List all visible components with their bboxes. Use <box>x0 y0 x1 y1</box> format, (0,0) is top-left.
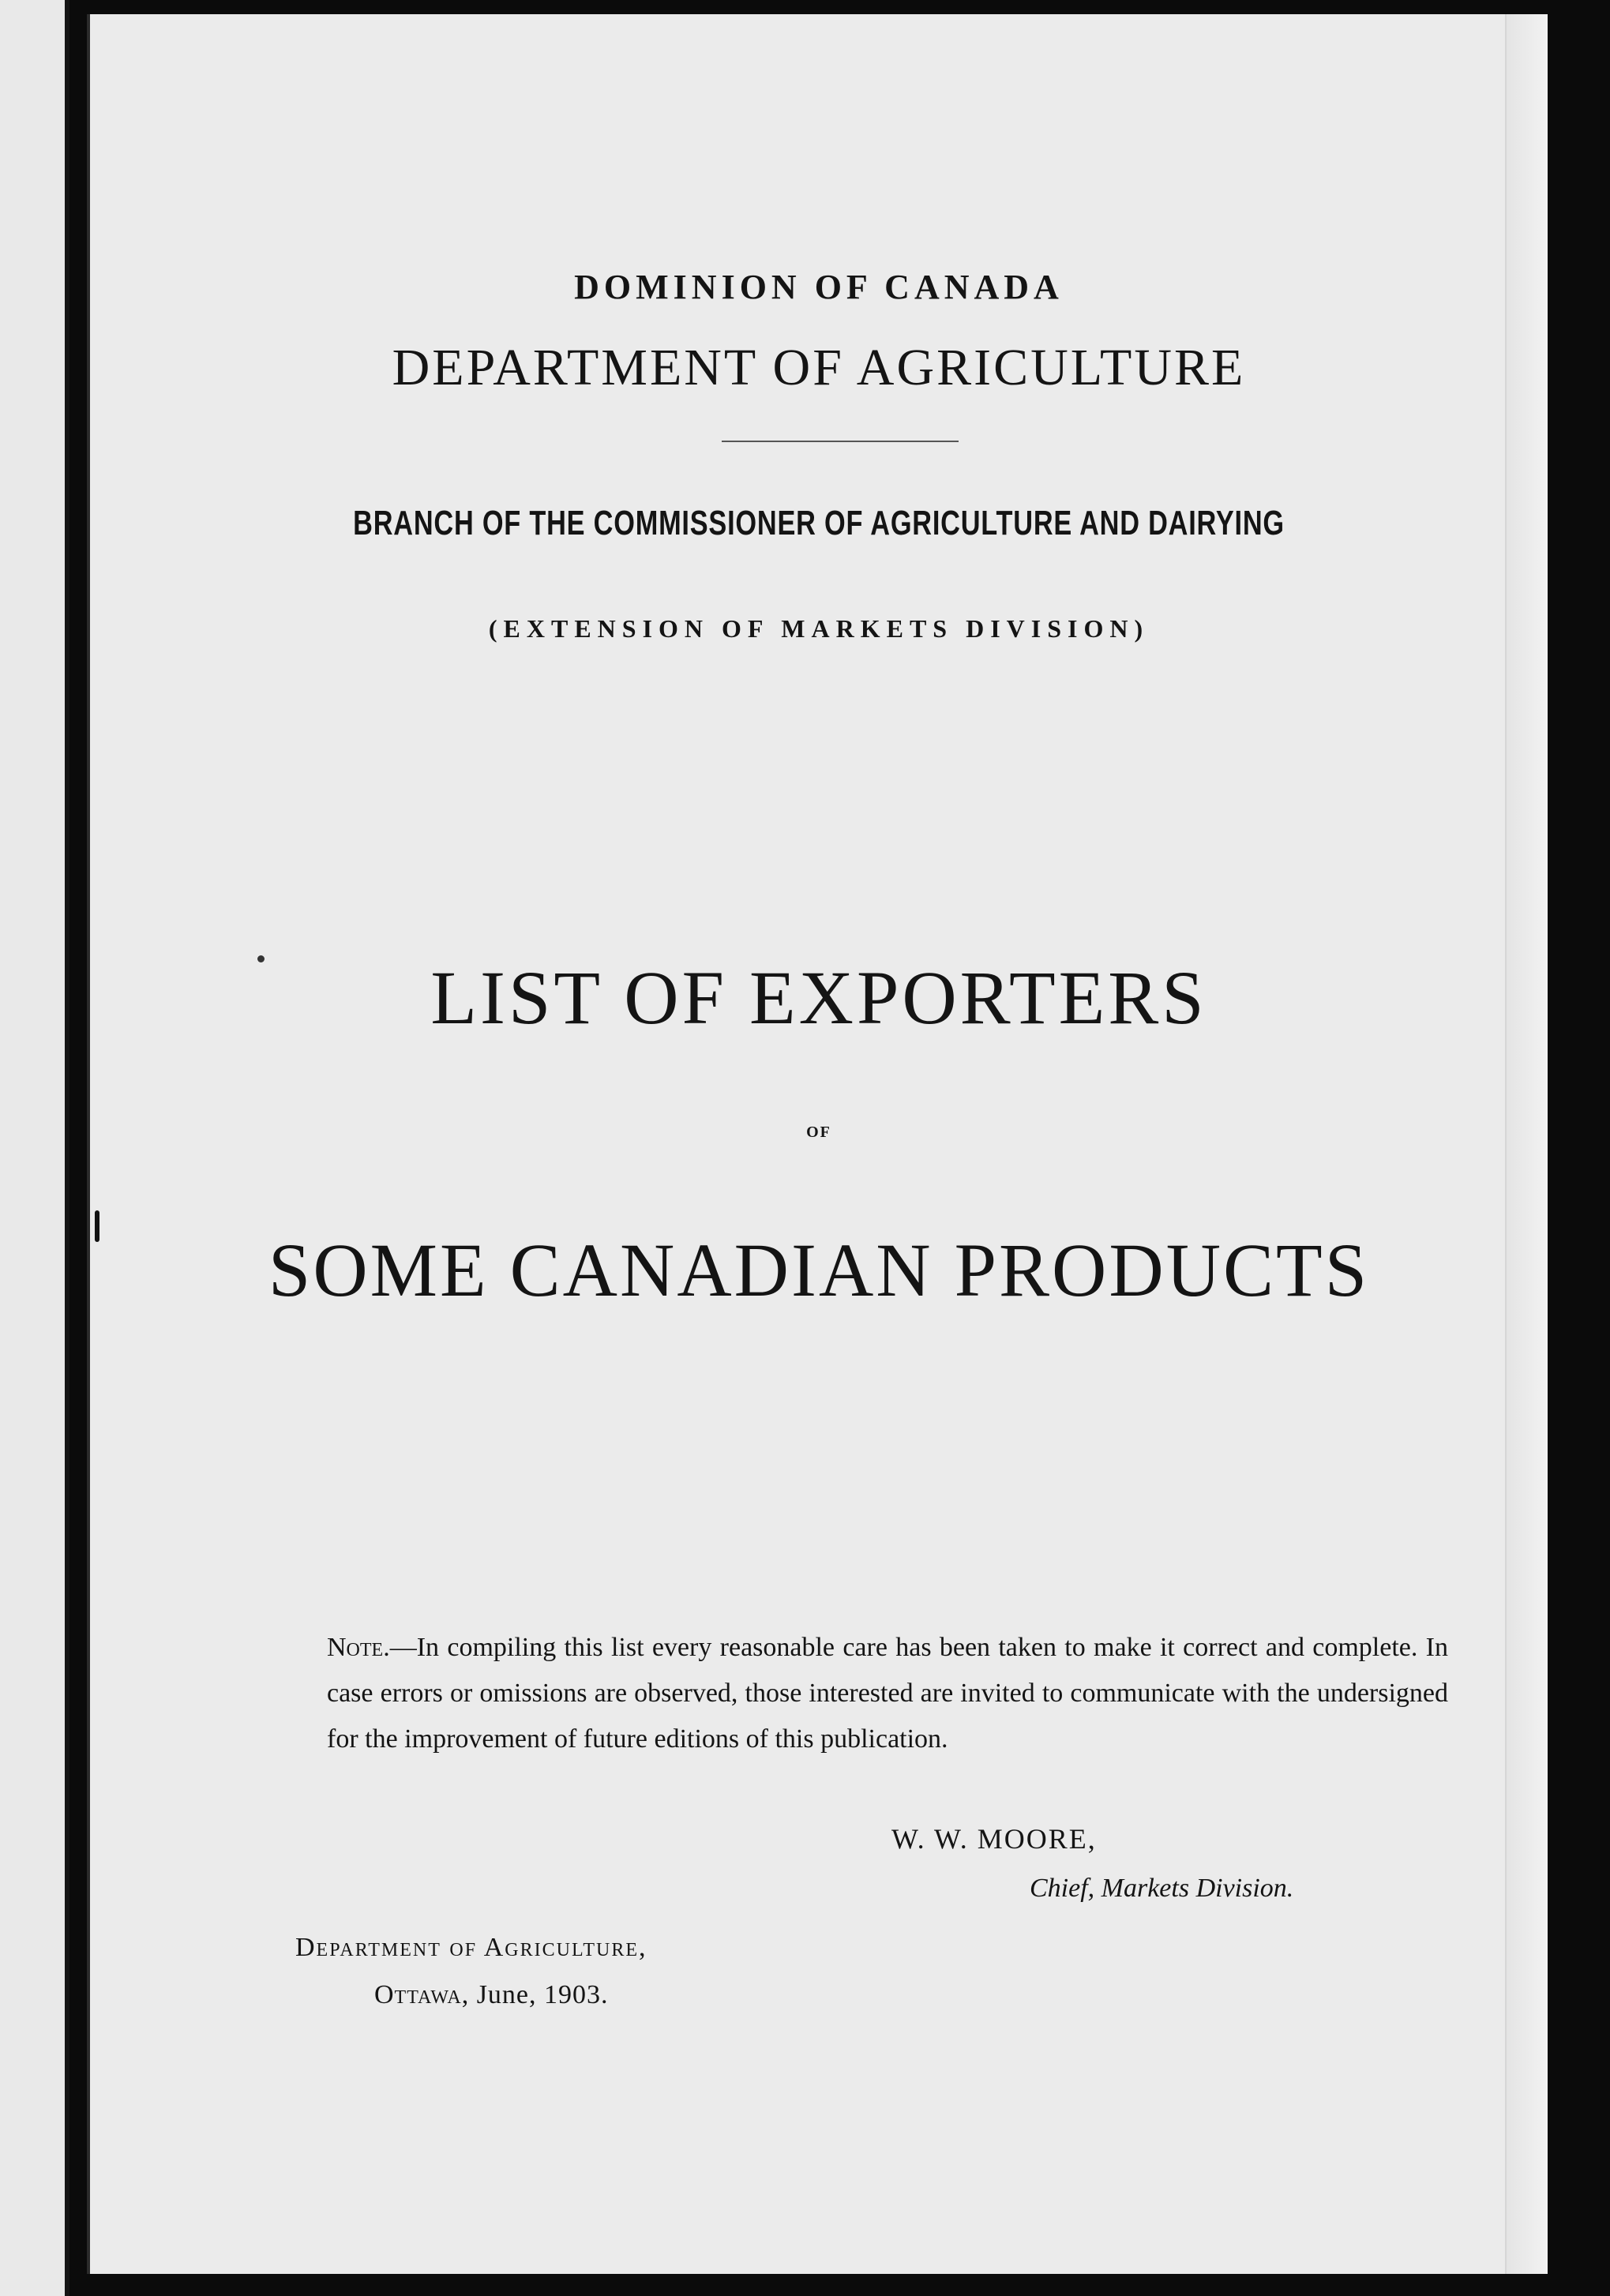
document-page <box>87 14 1548 2274</box>
branch-heading: BRANCH OF THE COMMISSIONER OF AGRICULTURE AND DAIRYING <box>353 504 1285 542</box>
dominion-heading: DOMINION OF CANADA <box>574 268 1064 306</box>
signatory-title: Chief, Markets Division. <box>1030 1874 1294 1903</box>
title-connector: OF <box>806 1124 831 1141</box>
page-speck <box>95 1210 99 1242</box>
page-speck <box>257 955 265 962</box>
department-heading: DEPARTMENT OF AGRICULTURE <box>392 339 1246 396</box>
left-page-edge <box>0 0 69 2296</box>
heading-divider <box>722 441 959 442</box>
footer-city: Ottawa <box>374 1980 462 2009</box>
division-heading: (EXTENSION OF MARKETS DIVISION) <box>488 614 1150 643</box>
note-text: —In compiling this list every reasonable care has been taken to make it correct and complete. In case errors or omissions are observed, those interested are invited to communicate with the undersigned for the improvement of future editions of this publication. <box>327 1633 1448 1754</box>
footer-place-date <box>374 1980 609 2010</box>
title-line-2: SOME CANADIAN PRODUCTS <box>268 1228 1370 1312</box>
footer-department: Department of Agriculture, <box>295 1933 647 1962</box>
title-line-1: LIST OF EXPORTERS <box>430 955 1207 1040</box>
note-paragraph <box>327 1625 1448 1762</box>
footer-date: , June, 1903. <box>461 1980 609 2009</box>
note-label: Note. <box>327 1633 390 1662</box>
signatory-name: W. W. MOORE, <box>891 1823 1097 1855</box>
